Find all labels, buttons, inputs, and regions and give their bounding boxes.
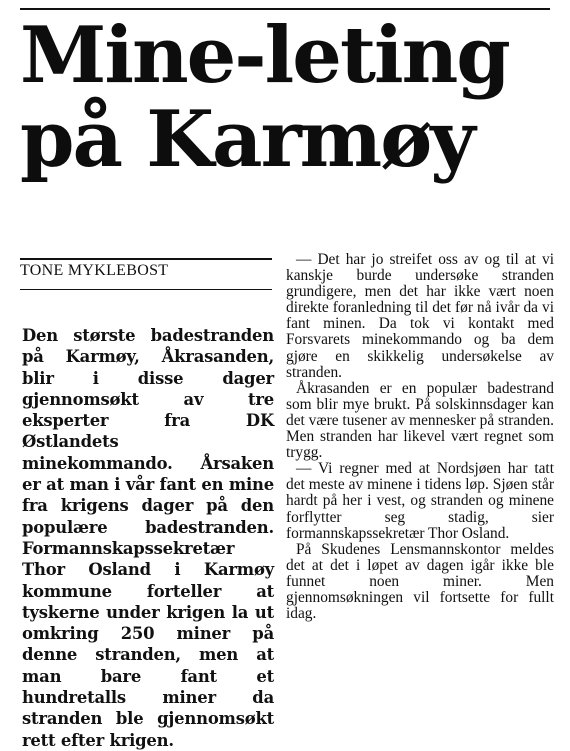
byline-rule-top	[20, 258, 272, 260]
body-paragraph-1: — Det har jo streifet oss av og til at vi kanskje burde undersøke stranden grundigere, men det har ikke vært noen direkte foranledning til det før nå ivår da vi fant minen. Da tok vi kontakt med Forsvarets minekommando og ba dem gjøre en skikkelig undersøkelse av stranden.	[286, 251, 554, 381]
lead-paragraph: Den største badestranden på Karmøy, Åkrasanden, blir i disse dager gjennomsøkt av tre eksperter fra DK Østlandets minekommando. Årsaken er at man i vår fant en mine fra krigens dager på den populære badestranden. Formannskapssekretær Thor Osland i Karmøy kommune forteller at tyskerne under krigen la ut omkring 250 miner på denne stranden, men at man bare fant et hundretalls miner da stranden ble gjennomsøkt rett efter krigen.	[22, 326, 274, 750]
body-paragraph-2: Åkrasanden er en populær badestrand som blir mye brukt. På solskinnsdager kan det være tusener av mennesker på stranden. Men stranden har likevel vært regnet som trygg.	[286, 379, 554, 462]
body-paragraph-4: På Skudenes Lensmannskontor meldes det at det i løpet av dagen igår ikke ble funnet noen miner. Men gjennomsøkningen vil fortsette for fullt idag.	[286, 540, 554, 623]
body-paragraph-3: — Vi regner med at Nordsjøen har tatt det meste av minene i tidens løp. Sjøen står hardt på her i vest, og stranden og minene forflytter seg stadig, sier formannskapssekretær Thor Osland.	[286, 460, 554, 542]
headline	[20, 10, 560, 185]
byline: TONE MYKLEBOST	[20, 262, 169, 279]
headline-line-2: på Karmøy	[20, 94, 474, 185]
byline-rule-bottom	[20, 289, 272, 290]
body-column	[286, 252, 554, 622]
headline-line-1: Mine-leting	[20, 10, 509, 101]
